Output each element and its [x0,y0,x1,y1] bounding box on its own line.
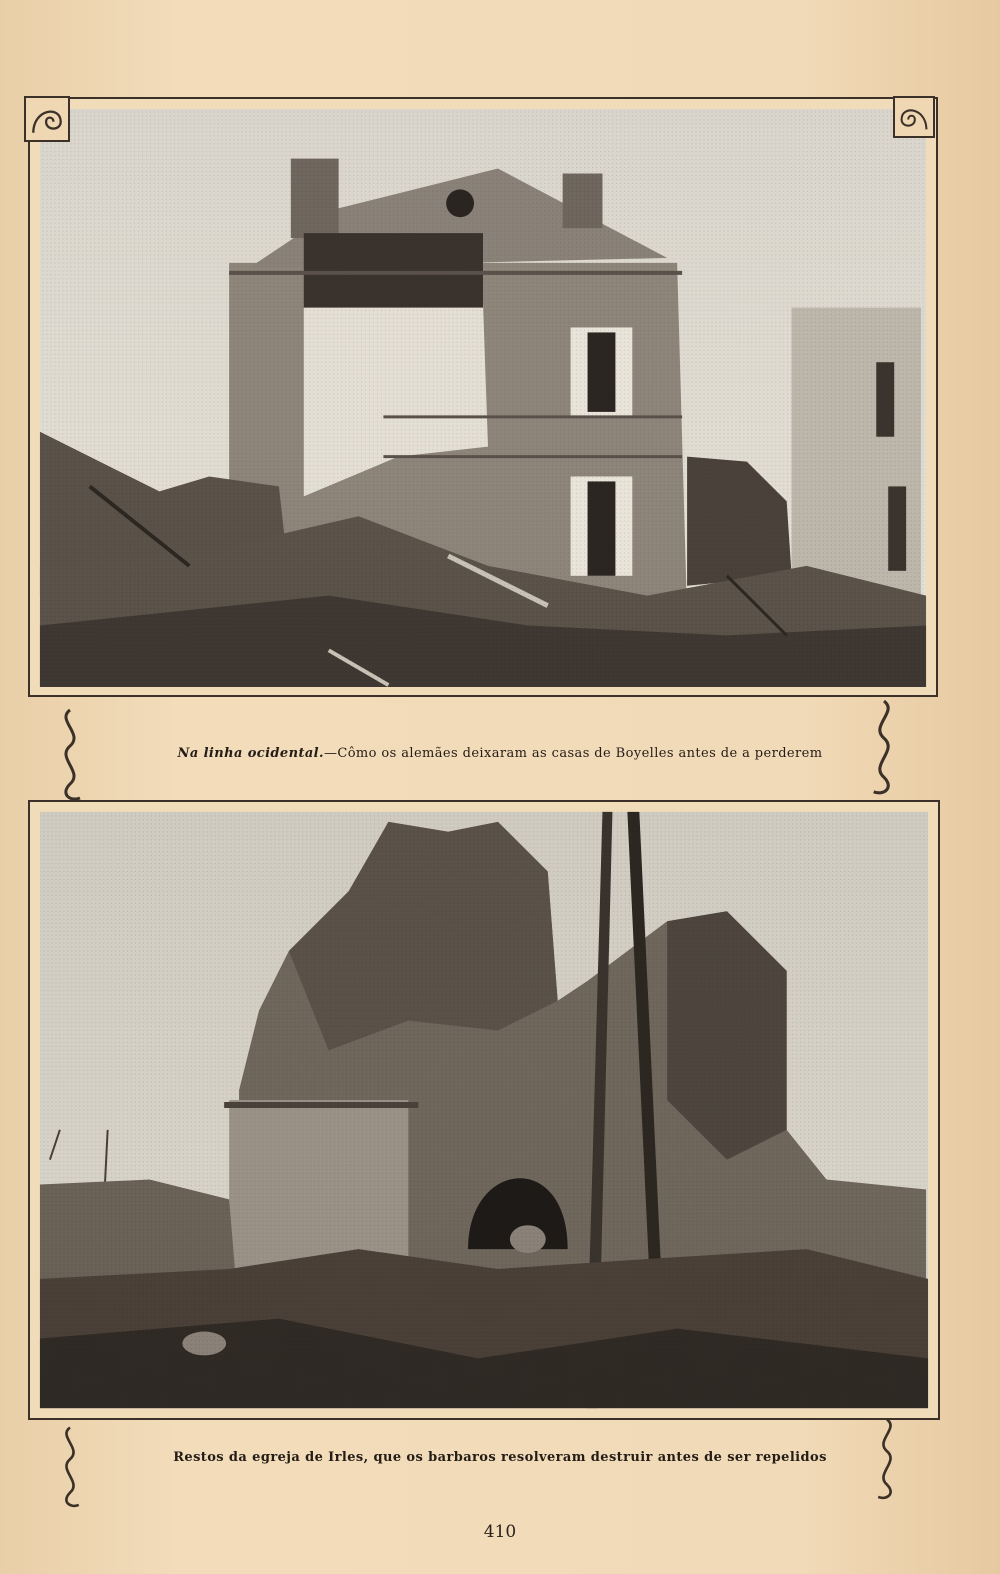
photo-ruined-house-boyelles [28,97,938,697]
caption-top [0,746,1000,761]
caption-bottom-text: Restos da egreja de Irles, que os barbaros resolveram destruir antes de ser repelidos [173,1450,827,1465]
ruined-house-illustration [30,99,936,695]
caption-ornament-left-2 [52,1424,88,1512]
corner-ornament-top-right [893,96,935,138]
caption-bottom [0,1450,1000,1465]
page-number: 410 [483,1522,517,1542]
corner-ornament-top-left [24,96,70,142]
ruined-church-illustration [30,802,938,1418]
caption-top-text: —Cômo os alemães deixaram as casas de Boyelles antes de a perderem [323,746,823,761]
caption-top-lead: Na linha ocidental. [177,746,324,761]
photo-ruined-church-irles [28,800,940,1420]
